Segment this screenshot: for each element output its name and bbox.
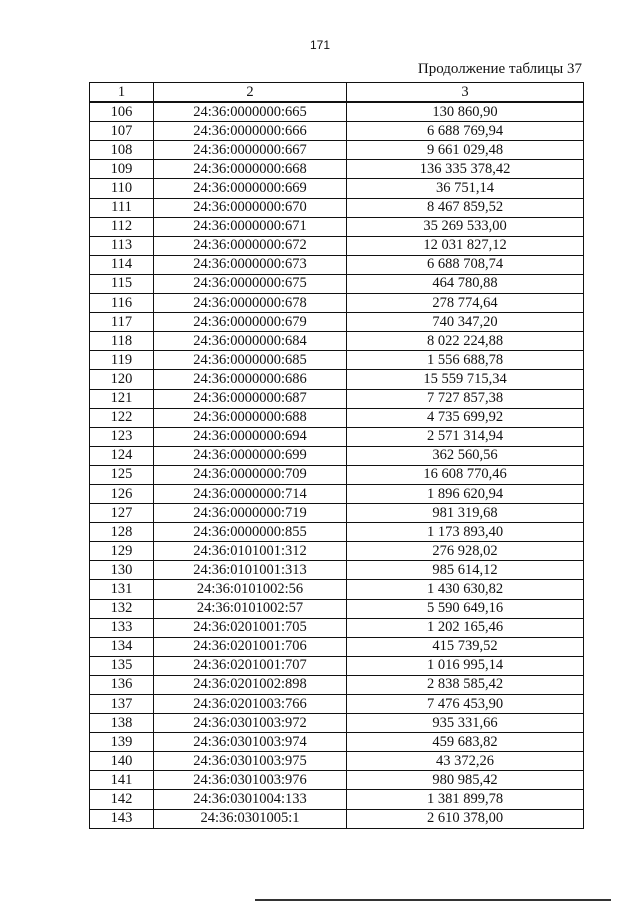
value-cell: 935 331,66 (347, 714, 584, 733)
table-row (90, 599, 584, 618)
value-cell: 1 202 165,46 (347, 618, 584, 637)
row-number-cell: 120 (90, 370, 154, 389)
table-row (90, 714, 584, 733)
value-cell: 1 173 893,40 (347, 523, 584, 542)
cadastral-number-cell: 24:36:0000000:668 (154, 160, 347, 179)
cadastral-number-cell: 24:36:0000000:855 (154, 523, 347, 542)
table-row (90, 580, 584, 599)
cadastral-number-cell: 24:36:0301005:1 (154, 809, 347, 828)
cadastral-number-cell: 24:36:0000000:675 (154, 274, 347, 293)
value-cell: 7 476 453,90 (347, 695, 584, 714)
value-cell: 4 735 699,92 (347, 408, 584, 427)
cadastral-number-cell: 24:36:0101001:313 (154, 561, 347, 580)
cadastral-number-cell: 24:36:0000000:699 (154, 446, 347, 465)
table-row (90, 236, 584, 255)
value-cell: 985 614,12 (347, 561, 584, 580)
table-row (90, 790, 584, 809)
cadastral-number-cell: 24:36:0201001:706 (154, 637, 347, 656)
value-cell: 2 838 585,42 (347, 675, 584, 694)
table-row (90, 542, 584, 561)
table-row (90, 294, 584, 313)
value-cell: 15 559 715,34 (347, 370, 584, 389)
cadastral-number-cell: 24:36:0000000:671 (154, 217, 347, 236)
table-row (90, 465, 584, 484)
table-row (90, 523, 584, 542)
table-row (90, 752, 584, 771)
value-cell: 8 467 859,52 (347, 198, 584, 217)
value-cell: 740 347,20 (347, 313, 584, 332)
row-number-cell: 131 (90, 580, 154, 599)
value-cell: 981 319,68 (347, 504, 584, 523)
row-number-cell: 143 (90, 809, 154, 828)
row-number-cell: 109 (90, 160, 154, 179)
value-cell: 136 335 378,42 (347, 160, 584, 179)
row-number-cell: 107 (90, 122, 154, 141)
value-cell: 35 269 533,00 (347, 217, 584, 236)
cadastral-number-cell: 24:36:0201001:705 (154, 618, 347, 637)
row-number-cell: 116 (90, 294, 154, 313)
row-number-cell: 117 (90, 313, 154, 332)
table-row (90, 255, 584, 274)
cadastral-number-cell: 24:36:0000000:688 (154, 408, 347, 427)
cadastral-number-cell: 24:36:0101001:312 (154, 542, 347, 561)
page-bottom-rule (255, 899, 611, 901)
cadastral-number-cell: 24:36:0301003:974 (154, 733, 347, 752)
row-number-cell: 137 (90, 695, 154, 714)
cadastral-number-cell: 24:36:0101002:57 (154, 599, 347, 618)
table-row (90, 484, 584, 503)
row-number-cell: 142 (90, 790, 154, 809)
table-row (90, 809, 584, 828)
cadastral-number-cell: 24:36:0201001:707 (154, 656, 347, 675)
cadastral-number-cell: 24:36:0301003:975 (154, 752, 347, 771)
row-number-cell: 114 (90, 255, 154, 274)
value-cell: 9 661 029,48 (347, 141, 584, 160)
table-row (90, 656, 584, 675)
row-number-cell: 111 (90, 198, 154, 217)
table-body (90, 102, 584, 828)
table-continuation-caption: Продолжение таблицы 37 (417, 61, 582, 77)
value-cell: 8 022 224,88 (347, 332, 584, 351)
cadastral-number-cell: 24:36:0000000:694 (154, 427, 347, 446)
value-cell: 278 774,64 (347, 294, 584, 313)
table-row (90, 313, 584, 332)
row-number-cell: 106 (90, 102, 154, 122)
value-cell: 5 590 649,16 (347, 599, 584, 618)
table-row (90, 217, 584, 236)
cadastral-number-cell: 24:36:0000000:665 (154, 102, 347, 122)
value-cell: 43 372,26 (347, 752, 584, 771)
table-row (90, 389, 584, 408)
column-header-3: 3 (347, 83, 584, 103)
cadastral-number-cell: 24:36:0000000:678 (154, 294, 347, 313)
value-cell: 1 430 630,82 (347, 580, 584, 599)
value-cell: 276 928,02 (347, 542, 584, 561)
row-number-cell: 136 (90, 675, 154, 694)
table-header-row (90, 83, 584, 103)
row-number-cell: 115 (90, 274, 154, 293)
cadastral-number-cell: 24:36:0000000:709 (154, 465, 347, 484)
table-row (90, 160, 584, 179)
table-row (90, 141, 584, 160)
table-row (90, 408, 584, 427)
table-row (90, 561, 584, 580)
cadastral-number-cell: 24:36:0000000:684 (154, 332, 347, 351)
cadastral-value-table (89, 82, 584, 829)
table-row (90, 351, 584, 370)
row-number-cell: 124 (90, 446, 154, 465)
row-number-cell: 122 (90, 408, 154, 427)
cadastral-number-cell: 24:36:0201003:766 (154, 695, 347, 714)
value-cell: 2 571 314,94 (347, 427, 584, 446)
value-cell: 2 610 378,00 (347, 809, 584, 828)
table-row (90, 618, 584, 637)
table-row (90, 274, 584, 293)
row-number-cell: 138 (90, 714, 154, 733)
page-number: 171 (309, 38, 331, 52)
value-cell: 7 727 857,38 (347, 389, 584, 408)
value-cell: 1 556 688,78 (347, 351, 584, 370)
value-cell: 1 016 995,14 (347, 656, 584, 675)
table-row (90, 733, 584, 752)
row-number-cell: 140 (90, 752, 154, 771)
value-cell: 980 985,42 (347, 771, 584, 790)
cadastral-number-cell: 24:36:0201002:898 (154, 675, 347, 694)
row-number-cell: 119 (90, 351, 154, 370)
cadastral-number-cell: 24:36:0101002:56 (154, 580, 347, 599)
row-number-cell: 110 (90, 179, 154, 198)
value-cell: 6 688 769,94 (347, 122, 584, 141)
table-row (90, 446, 584, 465)
row-number-cell: 121 (90, 389, 154, 408)
table-row (90, 102, 584, 122)
row-number-cell: 127 (90, 504, 154, 523)
row-number-cell: 125 (90, 465, 154, 484)
value-cell: 1 381 899,78 (347, 790, 584, 809)
cadastral-number-cell: 24:36:0000000:672 (154, 236, 347, 255)
cadastral-number-cell: 24:36:0000000:687 (154, 389, 347, 408)
cadastral-number-cell: 24:36:0000000:666 (154, 122, 347, 141)
row-number-cell: 113 (90, 236, 154, 255)
cadastral-number-cell: 24:36:0000000:714 (154, 484, 347, 503)
table-row (90, 332, 584, 351)
table-row (90, 179, 584, 198)
value-cell: 415 739,52 (347, 637, 584, 656)
value-cell: 464 780,88 (347, 274, 584, 293)
row-number-cell: 130 (90, 561, 154, 580)
value-cell: 130 860,90 (347, 102, 584, 122)
row-number-cell: 123 (90, 427, 154, 446)
table-row (90, 675, 584, 694)
row-number-cell: 108 (90, 141, 154, 160)
row-number-cell: 135 (90, 656, 154, 675)
table-row (90, 771, 584, 790)
table-row (90, 695, 584, 714)
row-number-cell: 139 (90, 733, 154, 752)
row-number-cell: 141 (90, 771, 154, 790)
row-number-cell: 118 (90, 332, 154, 351)
value-cell: 6 688 708,74 (347, 255, 584, 274)
value-cell: 12 031 827,12 (347, 236, 584, 255)
cadastral-number-cell: 24:36:0301004:133 (154, 790, 347, 809)
table-row (90, 637, 584, 656)
cadastral-number-cell: 24:36:0000000:685 (154, 351, 347, 370)
cadastral-number-cell: 24:36:0000000:669 (154, 179, 347, 198)
value-cell: 362 560,56 (347, 446, 584, 465)
row-number-cell: 129 (90, 542, 154, 561)
row-number-cell: 126 (90, 484, 154, 503)
cadastral-number-cell: 24:36:0301003:972 (154, 714, 347, 733)
table-row (90, 122, 584, 141)
cadastral-number-cell: 24:36:0000000:686 (154, 370, 347, 389)
table-row (90, 198, 584, 217)
cadastral-number-cell: 24:36:0301003:976 (154, 771, 347, 790)
row-number-cell: 133 (90, 618, 154, 637)
table-row (90, 370, 584, 389)
table-row (90, 504, 584, 523)
row-number-cell: 134 (90, 637, 154, 656)
cadastral-number-cell: 24:36:0000000:679 (154, 313, 347, 332)
row-number-cell: 112 (90, 217, 154, 236)
value-cell: 36 751,14 (347, 179, 584, 198)
table-row (90, 427, 584, 446)
row-number-cell: 132 (90, 599, 154, 618)
cadastral-number-cell: 24:36:0000000:719 (154, 504, 347, 523)
cadastral-number-cell: 24:36:0000000:670 (154, 198, 347, 217)
cadastral-number-cell: 24:36:0000000:667 (154, 141, 347, 160)
value-cell: 459 683,82 (347, 733, 584, 752)
value-cell: 1 896 620,94 (347, 484, 584, 503)
value-cell: 16 608 770,46 (347, 465, 584, 484)
row-number-cell: 128 (90, 523, 154, 542)
cadastral-number-cell: 24:36:0000000:673 (154, 255, 347, 274)
column-header-2: 2 (154, 83, 347, 103)
column-header-1: 1 (90, 83, 154, 103)
